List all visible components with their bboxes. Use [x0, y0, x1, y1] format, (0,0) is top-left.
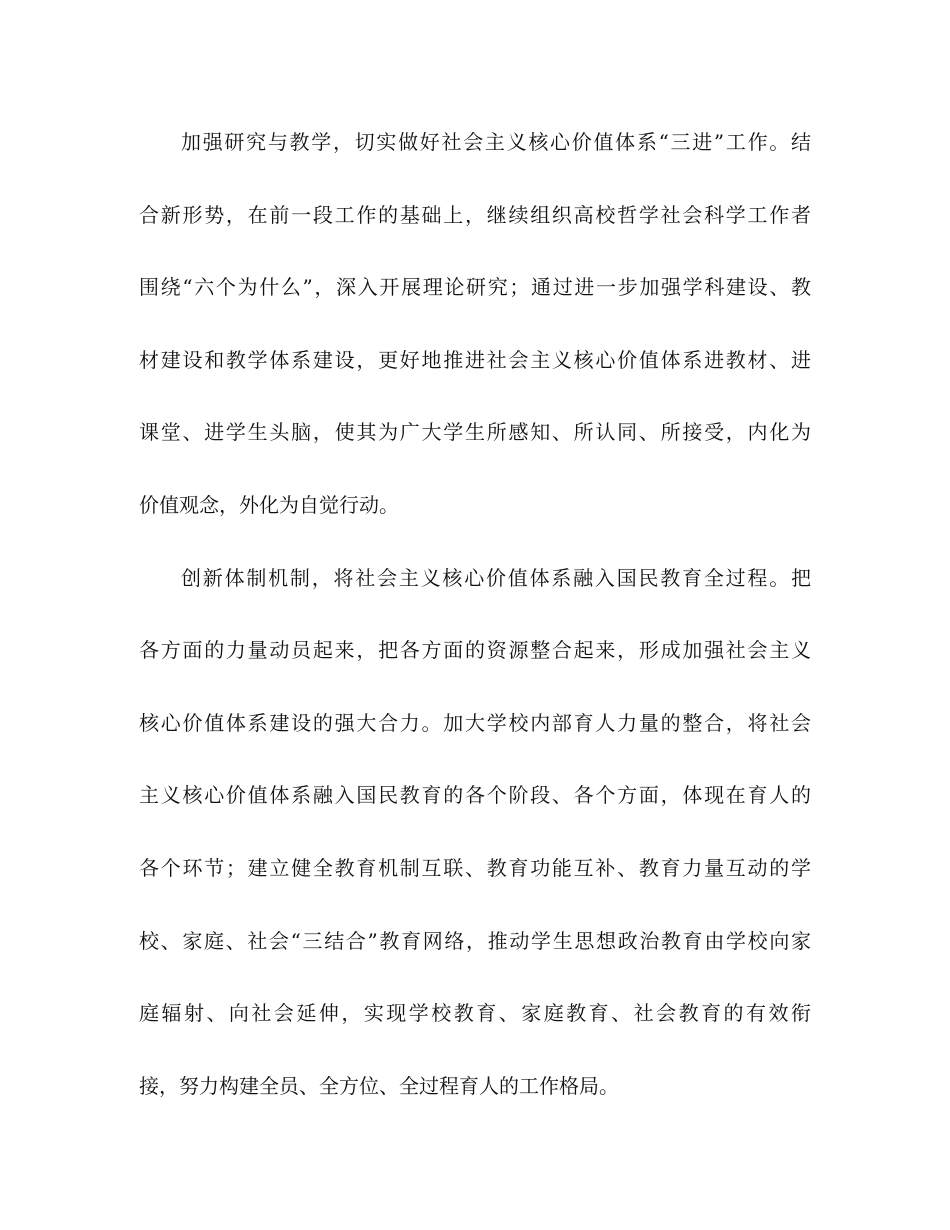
- text-line: 价值观念，外化为自觉行动。: [139, 492, 399, 517]
- text-line: 材建设和教学体系建设，更好地推进社会主义核心价值体系进教材、进: [139, 347, 811, 372]
- text-line: 围绕“六个为什么”，深入开展理论研究；通过进一步加强学科建设、教: [139, 275, 811, 300]
- text-line: 核心价值体系建设的强大合力。加大学校内部育人力量的整合，将社会: [139, 710, 811, 735]
- text-line: 各个环节；建立健全教育机制互联、教育功能互补、教育力量互动的学: [139, 855, 811, 880]
- text-line: 校、家庭、社会“三结合”教育网络，推动学生思想政治教育由学校向家: [139, 928, 811, 953]
- text-line: 庭辐射、向社会延伸，实现学校教育、家庭教育、社会教育的有效衔: [139, 1001, 811, 1026]
- text-line: 加强研究与教学，切实做好社会主义核心价值体系“三进”工作。结: [181, 130, 811, 154]
- text-line: 创新体制机制，将社会主义核心价值体系融入国民教育全过程。把: [181, 565, 811, 590]
- document-body: [139, 117, 811, 1133]
- paragraph-1: [139, 117, 811, 553]
- text-line: 接，努力构建全员、全方位、全过程育人的工作格局。: [139, 1073, 619, 1098]
- paragraph-2: [139, 553, 811, 1134]
- text-line: 各方面的力量动员起来，把各方面的资源整合起来，形成加强社会主义: [139, 638, 811, 663]
- text-line: 合新形势，在前一段工作的基础上，继续组织高校哲学社会科学工作者: [139, 202, 811, 227]
- text-line: 课堂、进学生头脑，使其为广大学生所感知、所认同、所接受，内化为: [139, 420, 811, 445]
- text-line: 主义核心价值体系融入国民教育的各个阶段、各个方面，体现在育人的: [139, 783, 811, 808]
